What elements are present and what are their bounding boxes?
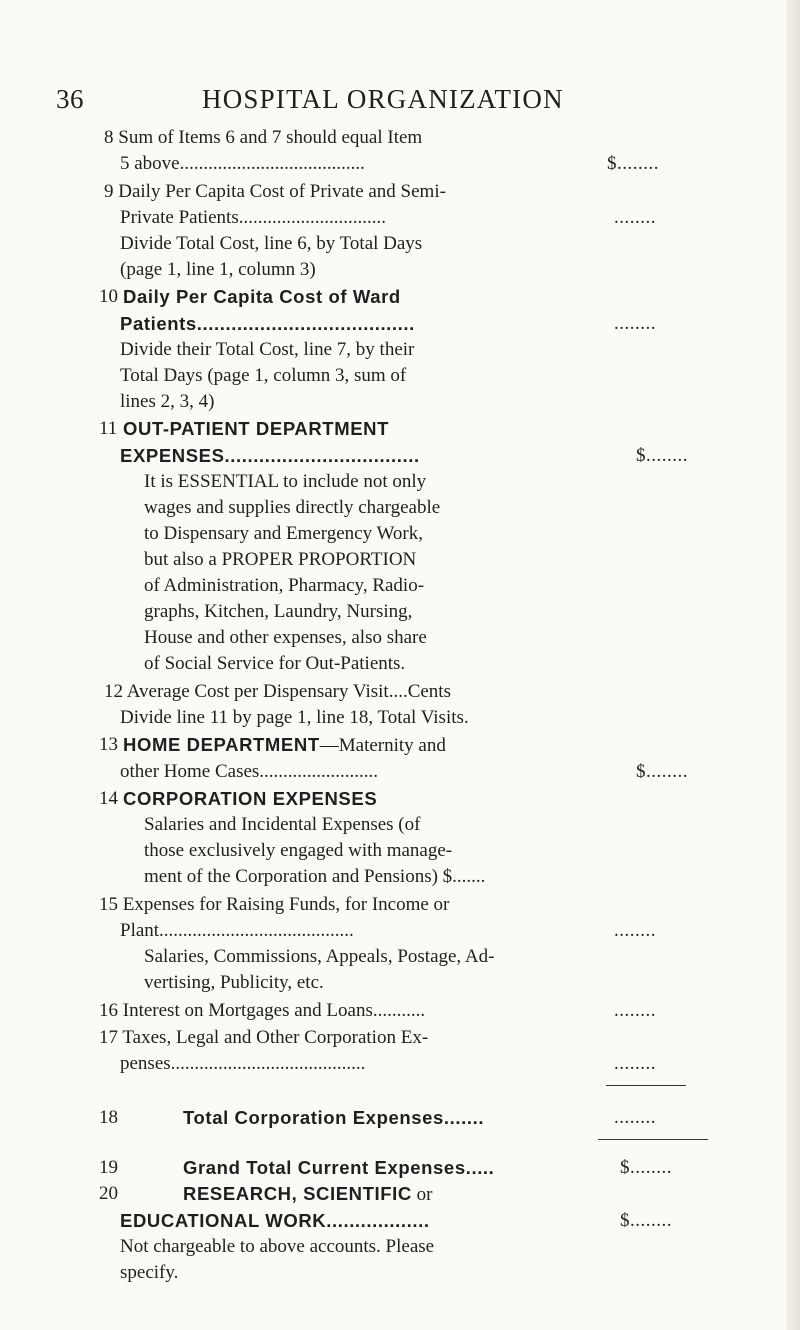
item-9-amount: ........ bbox=[614, 207, 656, 228]
item-16-line: 16 Interest on Mortgages and Loans........... bbox=[99, 1000, 426, 1021]
item-10-amount: ........ bbox=[614, 313, 656, 334]
item-19-amount: $........ bbox=[620, 1157, 672, 1178]
page-edge-shadow bbox=[786, 0, 800, 1330]
subtotal-rule bbox=[606, 1085, 686, 1086]
item-15-amount: ........ bbox=[614, 920, 656, 941]
page-number: 36 bbox=[56, 84, 84, 114]
item-13-number: 13 bbox=[99, 734, 118, 755]
item-20-title-bold: RESEARCH, SCIENTIFIC bbox=[183, 1183, 412, 1204]
item-17-line-1: 17 Taxes, Legal and Other Corporation Ex- bbox=[99, 1027, 429, 1048]
item-18-amount: ........ bbox=[614, 1107, 656, 1128]
item-13-title-bold: HOME DEPARTMENT bbox=[123, 734, 320, 755]
item-11-note-8: of Social Service for Out-Patients. bbox=[144, 653, 406, 674]
item-17-line-2: penses......................................... bbox=[120, 1053, 366, 1074]
item-11-note-6: graphs, Kitchen, Laundry, Nursing, bbox=[144, 601, 413, 622]
item-10-note-3: lines 2, 3, 4) bbox=[120, 391, 215, 412]
item-11-note-1: It is ESSENTIAL to include not only bbox=[144, 471, 427, 492]
item-14-title: CORPORATION EXPENSES bbox=[123, 788, 378, 809]
item-10-title-2: Patients...................................... bbox=[120, 313, 415, 334]
item-10-note-2: Total Days (page 1, column 3, sum of bbox=[120, 365, 407, 386]
item-13-title-rest: —Maternity and bbox=[319, 735, 446, 756]
item-12-line-1: 12 Average Cost per Dispensary Visit....Cents bbox=[104, 681, 451, 702]
item-8-amount: $........ bbox=[607, 153, 659, 174]
item-13-amount: $........ bbox=[636, 761, 688, 782]
item-11-number: 11 bbox=[99, 418, 118, 439]
item-11-title-2: EXPENSES.................................. bbox=[120, 445, 420, 466]
item-19-number: 19 bbox=[99, 1157, 118, 1178]
item-8-line-2: 5 above....................................... bbox=[120, 153, 365, 174]
item-20-title-1 bbox=[183, 1182, 432, 1207]
item-16-amount: ........ bbox=[614, 1000, 656, 1021]
item-11-note-3: to Dispensary and Emergency Work, bbox=[144, 523, 424, 544]
item-12-note: Divide line 11 by page 1, line 18, Total Visits. bbox=[120, 707, 469, 728]
item-18-number: 18 bbox=[99, 1107, 118, 1128]
item-20-amount: $........ bbox=[620, 1210, 672, 1231]
running-title: HOSPITAL ORGANIZATION bbox=[202, 84, 564, 114]
page-header bbox=[56, 84, 736, 124]
item-14-number: 14 bbox=[99, 788, 118, 809]
item-11-note-5: of Administration, Pharmacy, Radio- bbox=[144, 575, 425, 596]
item-11-amount: $........ bbox=[636, 445, 688, 466]
total-rule bbox=[598, 1139, 708, 1140]
item-14-note-2: those exclusively engaged with manage- bbox=[144, 840, 453, 861]
item-9-note-2: (page 1, line 1, column 3) bbox=[120, 259, 316, 280]
item-9-line-1: 9 Daily Per Capita Cost of Private and Semi- bbox=[104, 181, 446, 202]
item-15-line-1: 15 Expenses for Raising Funds, for Income or bbox=[99, 894, 450, 915]
item-9-line-2: Private Patients............................... bbox=[120, 207, 386, 228]
item-20-title-2: EDUCATIONAL WORK.................. bbox=[120, 1210, 430, 1231]
item-14-note-1: Salaries and Incidental Expenses (of bbox=[144, 814, 421, 835]
item-20-note-2: specify. bbox=[120, 1262, 179, 1283]
item-10-title-1: Daily Per Capita Cost of Ward bbox=[123, 286, 401, 307]
item-10-note-1: Divide their Total Cost, line 7, by their bbox=[120, 339, 415, 360]
item-11-title-1: OUT-PATIENT DEPARTMENT bbox=[123, 418, 390, 439]
item-11-note-7: House and other expenses, also share bbox=[144, 627, 427, 648]
item-17-amount: ........ bbox=[614, 1053, 656, 1074]
item-13-title-1 bbox=[123, 733, 446, 758]
item-10-number: 10 bbox=[99, 286, 118, 307]
item-15-line-2: Plant......................................... bbox=[120, 920, 354, 941]
item-9-note-1: Divide Total Cost, line 6, by Total Days bbox=[120, 233, 423, 254]
item-19-title: Grand Total Current Expenses..... bbox=[183, 1157, 495, 1178]
item-18-title: Total Corporation Expenses....... bbox=[183, 1107, 485, 1128]
item-11-note-4: but also a PROPER PROPORTION bbox=[144, 549, 417, 570]
item-13-title-2: other Home Cases......................... bbox=[120, 761, 379, 782]
item-8-line-1: 8 Sum of Items 6 and 7 should equal Item bbox=[104, 127, 423, 148]
item-11-note-2: wages and supplies directly chargeable bbox=[144, 497, 441, 518]
item-20-number: 20 bbox=[99, 1183, 118, 1204]
item-20-note-1: Not chargeable to above accounts. Please bbox=[120, 1236, 435, 1257]
item-14-note-3: ment of the Corporation and Pensions) $....... bbox=[144, 866, 486, 887]
item-15-note-2: vertising, Publicity, etc. bbox=[144, 972, 324, 993]
item-20-title-rest: or bbox=[411, 1184, 433, 1205]
item-15-note-1: Salaries, Commissions, Appeals, Postage, Ad- bbox=[144, 946, 495, 967]
